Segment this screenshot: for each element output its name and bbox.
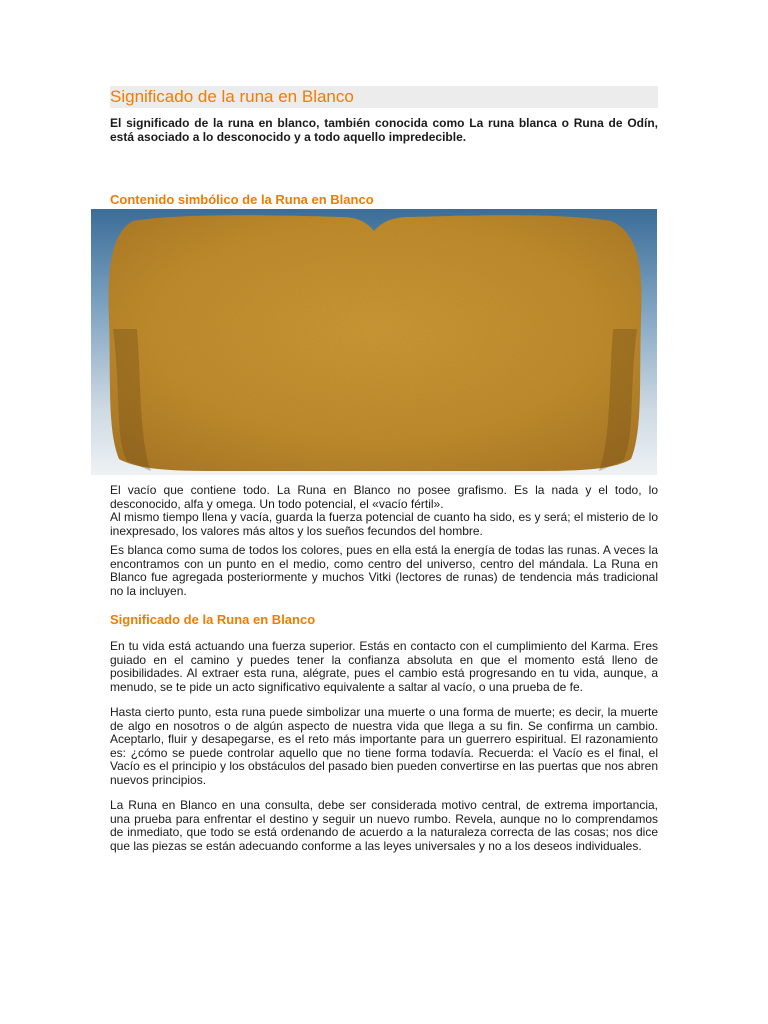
article-body	[110, 484, 658, 853]
blank-rune-stone-image	[91, 209, 657, 475]
intro-paragraph: El significado de la runa en blanco, también conocida como La runa blanca o Runa de Odín, está asociado a lo desconocido y a todo aquello impredecible.	[110, 116, 658, 144]
paragraph-5: Hasta cierto punto, esta runa puede simbolizar una muerte o una forma de muerte; es decir, la muerte de algo en nosotros o de algún aspecto de nuestra vida que llega a su fin. Se confirma un cambio. Aceptarlo, fluir y desapegarse, es el reto más importante para un guerrero espiritual. El razonamiento es: ¿cómo se puede controlar aquello que no tiene forma todavía. Recuerda: el Vacío es el final, el Vacío es el principio y los obstáculos del pasado bien pueden convertirse en las puertas que nos abren nuevos principios.	[110, 705, 658, 787]
article	[110, 86, 658, 208]
section-heading-contenido: Contenido simbólico de la Runa en Blanco	[110, 192, 374, 207]
title-bar	[110, 86, 658, 108]
paragraph-1: El vacío que contiene todo. La Runa en Blanco no posee grafismo. Es la nada y el todo, lo desconocido, alfa y omega. Un todo potencial, el «vacío fértil».	[110, 483, 658, 511]
section-heading-significado: Significado de la Runa en Blanco	[110, 612, 316, 627]
paragraph-3: Es blanca como suma de todos los colores, pues en ella está la energía de todas las runas. A veces la encontramos con un punto en el medio, como centro del universo, centro del mándala. La Runa en Blanco fue agregada posteriormente y muchos Vitki (lectores de runas) de tendencia más tradicional no la incluyen.	[110, 543, 658, 598]
paragraph-2: Al mismo tiempo llena y vacía, guarda la fuerza potencial de cuanto ha sido, es y será; el misterio de lo inexpresado, los valores más altos y los sueños fecundos del hombre.	[110, 510, 658, 538]
page-title: Significado de la runa en Blanco	[110, 87, 354, 106]
paragraph-4: En tu vida está actuando una fuerza superior. Estás en contacto con el cumplimiento del Karma. Eres guiado en el camino y puedes tener la confianza absoluta en que el momento está lleno de posibilidades. Al extraer esta runa, alégrate, pues el cambio está progresando en tu vida, aunque, a menudo, se te pide un acto significativo equivalente a saltar al vacío, o una prueba de fe.	[110, 639, 658, 694]
paragraph-6: La Runa en Blanco en una consulta, debe ser considerada motivo central, de extrema importancia, una prueba para enfrentar el destino y seguir un nuevo rumbo. Revela, aunque no lo comprendamos de inmediato, que todo se está ordenando de acuerdo a la naturaleza correcta de las cosas; nos dice que las piezas se están adecuando conforme a las leyes universales y no a los deseos individuales.	[110, 798, 658, 853]
